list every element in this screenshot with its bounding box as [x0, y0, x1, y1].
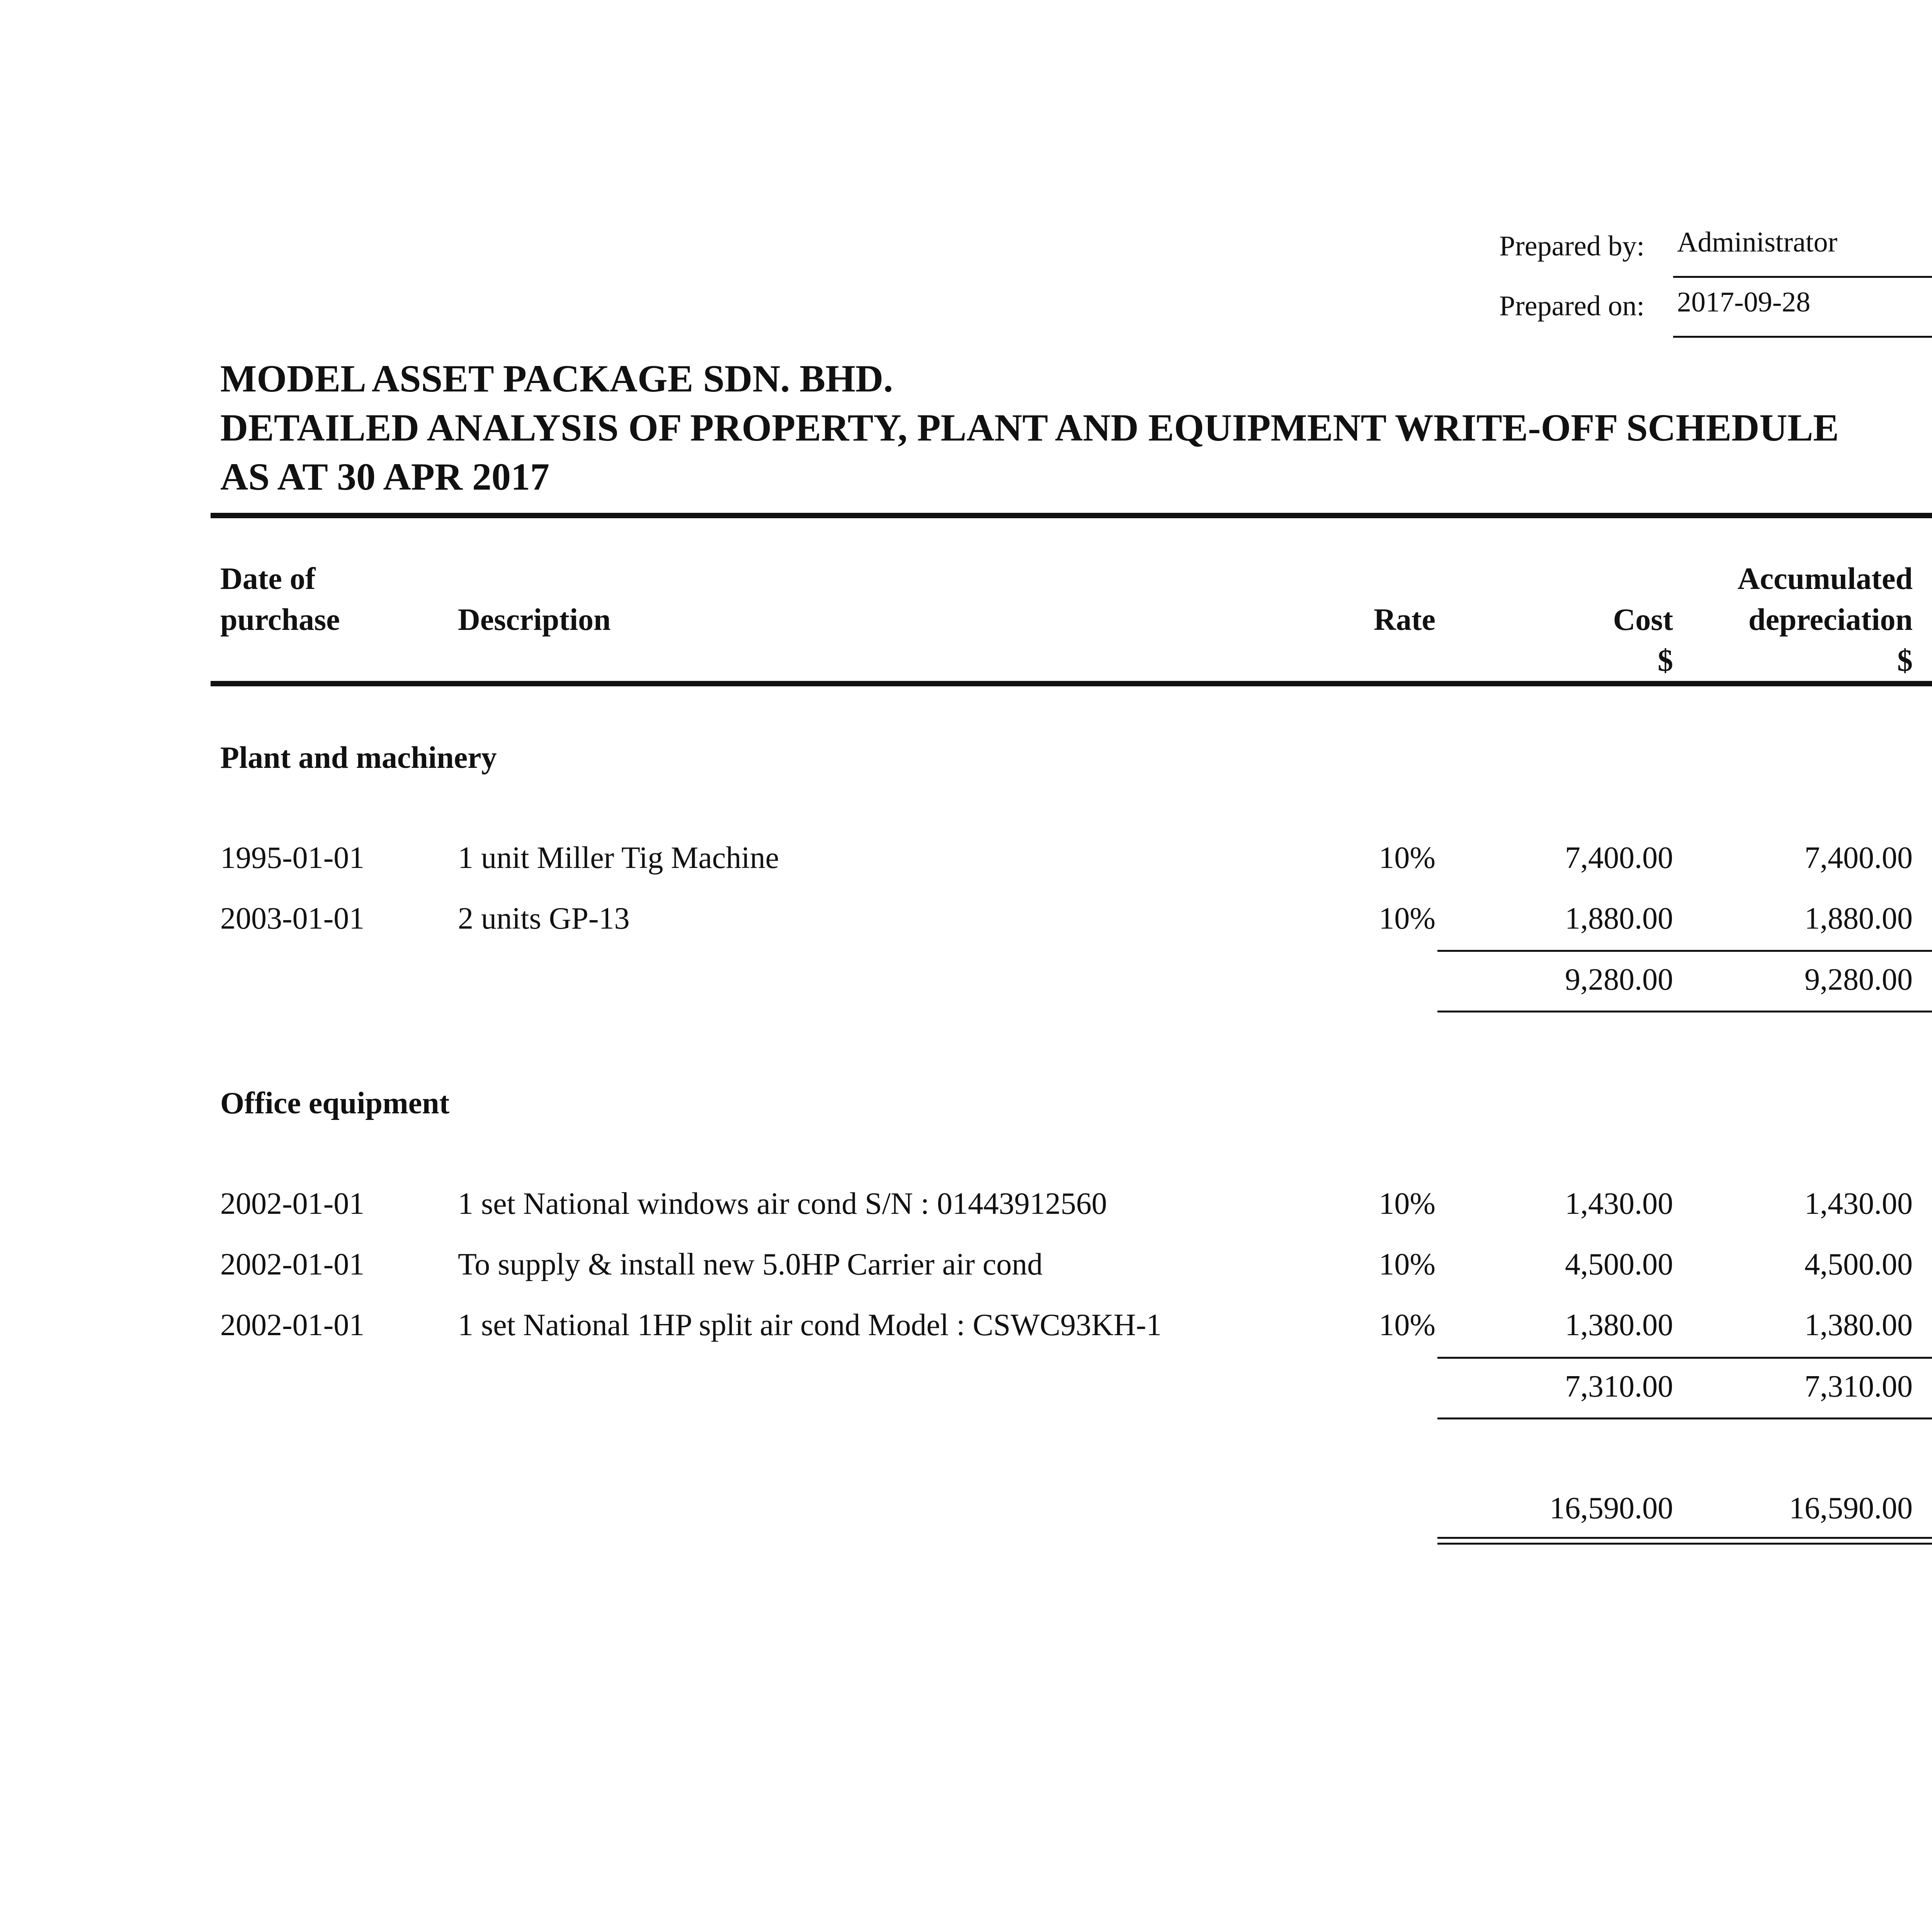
row-cost: 7,400.00 [1565, 841, 1673, 875]
subtotal-nca [1917, 962, 1932, 997]
row-rate: 10% [1379, 1187, 1435, 1221]
col-cost-label: Cost [1613, 603, 1673, 637]
col-date-line2: purchase [220, 603, 340, 637]
subtotal-rule-bottom [1437, 1011, 1932, 1012]
col-nca-line1 [1917, 558, 1932, 599]
row-cost: 4,500.00 [1565, 1247, 1673, 1281]
subtotal-rule-top [1437, 950, 1932, 952]
grand-total-cost: 16,590.00 [1549, 1491, 1673, 1525]
col-accum-line1: Accumulated [1737, 562, 1913, 596]
grand-total-accum: 16,590.00 [1789, 1491, 1913, 1525]
prepared-by-value: Administrator [1677, 226, 1838, 258]
header-rule [211, 681, 1932, 686]
row-nca [1917, 901, 1932, 936]
col-nca-header [1917, 558, 1932, 681]
row-accum: 1,430.00 [1804, 1187, 1913, 1221]
row-description: 1 set National 1HP split air cond Model : CSWC93KH-1 [458, 1308, 1162, 1342]
prepared-on-label: Prepared on: [1499, 290, 1645, 322]
row-rate: 10% [1379, 1247, 1435, 1281]
subtotal-accum: 7,310.00 [1804, 1370, 1913, 1404]
row-accum: 7,400.00 [1804, 841, 1913, 875]
grand-total-nca [1917, 1491, 1932, 1526]
company-name: MODEL ASSET PACKAGE SDN. BHD. [220, 357, 893, 400]
row-cost: 1,430.00 [1565, 1187, 1673, 1221]
prepared-by-underline [1673, 276, 1932, 278]
row-description: 1 set National windows air cond S/N : 01443912560 [458, 1187, 1107, 1221]
col-description-header: Description [458, 603, 611, 637]
subtotal-rule-bottom [1437, 1417, 1932, 1419]
row-description: 1 unit Miller Tig Machine [458, 841, 779, 875]
row-date: 2002-01-01 [220, 1187, 365, 1221]
grand-total-double-rule [1437, 1537, 1932, 1545]
col-accum-line2: depreciation [1748, 603, 1913, 637]
col-accum-header [1677, 558, 1913, 681]
col-nca-line2 [1917, 599, 1932, 640]
report-period: AS AT 30 APR 2017 [220, 455, 550, 498]
row-nca [1917, 1308, 1932, 1343]
title-rule [211, 513, 1932, 518]
row-description: To supply & install new 5.0HP Carrier air cond [458, 1247, 1043, 1281]
row-accum: 1,880.00 [1804, 902, 1913, 936]
row-description: 2 units GP-13 [458, 902, 630, 936]
row-cost: 1,380.00 [1565, 1308, 1673, 1342]
row-nca [1917, 841, 1932, 876]
subtotal-cost: 7,310.00 [1565, 1370, 1673, 1404]
row-cost: 1,880.00 [1565, 902, 1673, 936]
col-cost-header [1441, 599, 1673, 681]
section-title: Plant and machinery [220, 741, 497, 775]
row-date: 2002-01-01 [220, 1247, 365, 1281]
col-date-line1: Date of [220, 562, 316, 596]
col-nca-unit [1917, 640, 1932, 681]
prepared-by-label: Prepared by: [1499, 230, 1645, 262]
prepared-on-value: 2017-09-28 [1677, 286, 1811, 318]
col-cost-unit: $ [1658, 644, 1673, 678]
subtotal-rule-top [1437, 1357, 1932, 1359]
row-accum: 4,500.00 [1804, 1247, 1913, 1281]
subtotal-cost: 9,280.00 [1565, 963, 1673, 997]
row-nca [1917, 1247, 1932, 1282]
row-rate: 10% [1379, 841, 1435, 875]
subtotal-nca [1917, 1369, 1932, 1404]
prepared-on-underline [1673, 336, 1932, 338]
col-rate-header: Rate [1374, 603, 1435, 637]
col-accum-unit: $ [1897, 644, 1913, 678]
row-date: 1995-01-01 [220, 841, 365, 875]
row-rate: 10% [1379, 902, 1435, 936]
subtotal-accum: 9,280.00 [1804, 963, 1913, 997]
row-date: 2003-01-01 [220, 902, 365, 936]
row-accum: 1,380.00 [1804, 1308, 1913, 1342]
section-title: Office equipment [220, 1086, 450, 1120]
row-rate: 10% [1379, 1308, 1435, 1342]
row-nca [1917, 1186, 1932, 1222]
report-title: DETAILED ANALYSIS OF PROPERTY, PLANT AND EQUIPMENT WRITE-OFF SCHEDULE [220, 406, 1839, 449]
row-date: 2002-01-01 [220, 1308, 365, 1342]
col-date-header [220, 558, 340, 640]
